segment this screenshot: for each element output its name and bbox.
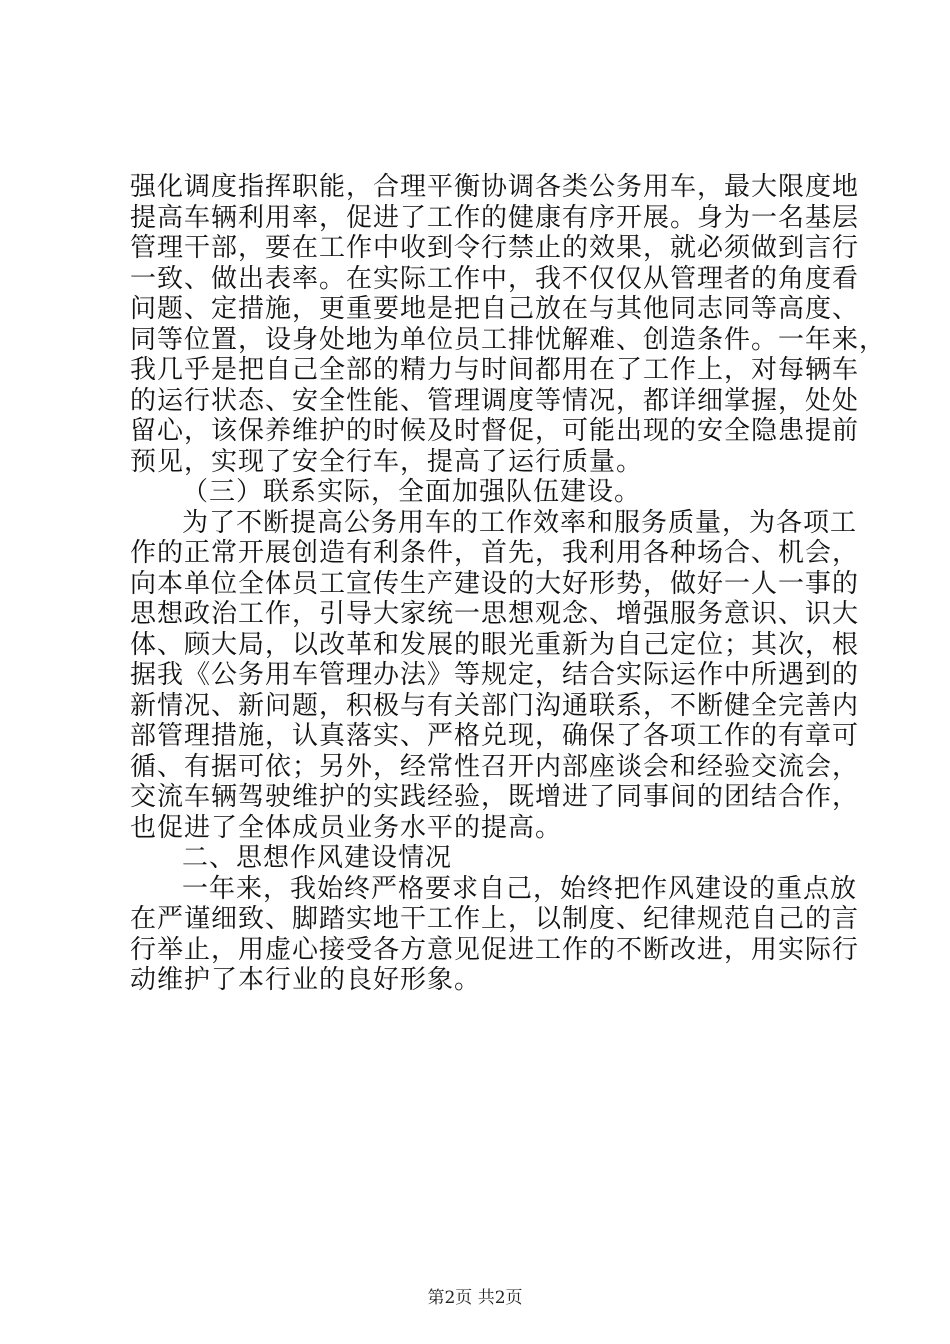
text-line: 交流车辆驾驶维护的实践经验，既增进了同事间的团结合作， (130, 782, 860, 812)
text-line: 体、顾大局，以改革和发展的眼光重新为自己定位；其次，根 (130, 629, 860, 660)
text-line: 部管理措施，认真落实、严格兑现，确保了各项工作的有章可 (130, 721, 860, 751)
text-line: 思想政治工作，引导大家统一思想观念、增强服务意识、识大 (130, 599, 860, 629)
text-line: 一致、做出表率。在实际工作中，我不仅仅从管理者的角度看 (130, 263, 860, 294)
text-line: 动维护了本行业的良好形象。 (130, 965, 482, 995)
text-line: 循、有据可依；另外，经常性召开内部座谈会和经验交流会， (130, 751, 860, 782)
text-line: 管理干部，要在工作中收到令行禁止的效果，就必须做到言行 (130, 233, 860, 263)
text-line: 向本单位全体员工宣传生产建设的大好形势，做好一人一事的 (130, 568, 860, 599)
text-line: 强化调度指挥职能，合理平衡协调各类公务用车，最大限度地 (130, 172, 860, 202)
text-line: 新情况、新问题，积极与有关部门沟通联系，不断健全完善内 (130, 690, 860, 721)
document-body (130, 172, 887, 996)
text-line: 一年来，我始终严格要求自己，始终把作风建设的重点放 (182, 873, 858, 904)
text-line: 我几乎是把自己全部的精力与时间都用在了工作上，对每辆车 (130, 355, 860, 385)
paragraph-vehicle-dispatch (130, 172, 887, 477)
text-line: 在严谨细致、脚踏实地干工作上，以制度、纪律规范自己的言 (130, 904, 860, 934)
text-line: 行举止，用虚心接受各方意见促进工作的不断改进，用实际行 (130, 934, 860, 965)
text-line: 留心，该保养维护的时候及时督促，可能出现的安全隐患提前 (130, 416, 860, 446)
text-line: 问题、定措施，更重要地是把自己放在与其他同志同等高度、 (130, 294, 860, 324)
text-line: 也促进了全体成员业务水平的提高。 (130, 812, 563, 843)
section-heading-team-building: （三）联系实际，全面加强队伍建设。 (182, 477, 642, 507)
text-line: 同等位置，设身处地为单位员工排忧解难、创造条件。一年来， (130, 324, 887, 355)
text-line: 提高车辆利用率，促进了工作的健康有序开展。身为一名基层 (130, 202, 860, 233)
paragraph-work-style (130, 873, 860, 996)
text-line: 作的正常开展创造有利条件，首先，我利用各种场合、机会， (130, 538, 860, 568)
page-footer: 第2页 共2页 (427, 1288, 523, 1308)
text-line: 的运行状态、安全性能、管理调度等情况，都详细掌握，处处 (130, 385, 860, 416)
text-line: 据我《公务用车管理办法》等规定，结合实际运作中所遇到的 (130, 660, 860, 690)
text-line: 预见，实现了安全行车，提高了运行质量。 (130, 446, 644, 477)
paragraph-team-building (130, 507, 860, 844)
section-heading-work-style: 二、思想作风建设情况 (182, 843, 453, 873)
text-line: 为了不断提高公务用车的工作效率和服务质量，为各项工 (182, 507, 858, 538)
